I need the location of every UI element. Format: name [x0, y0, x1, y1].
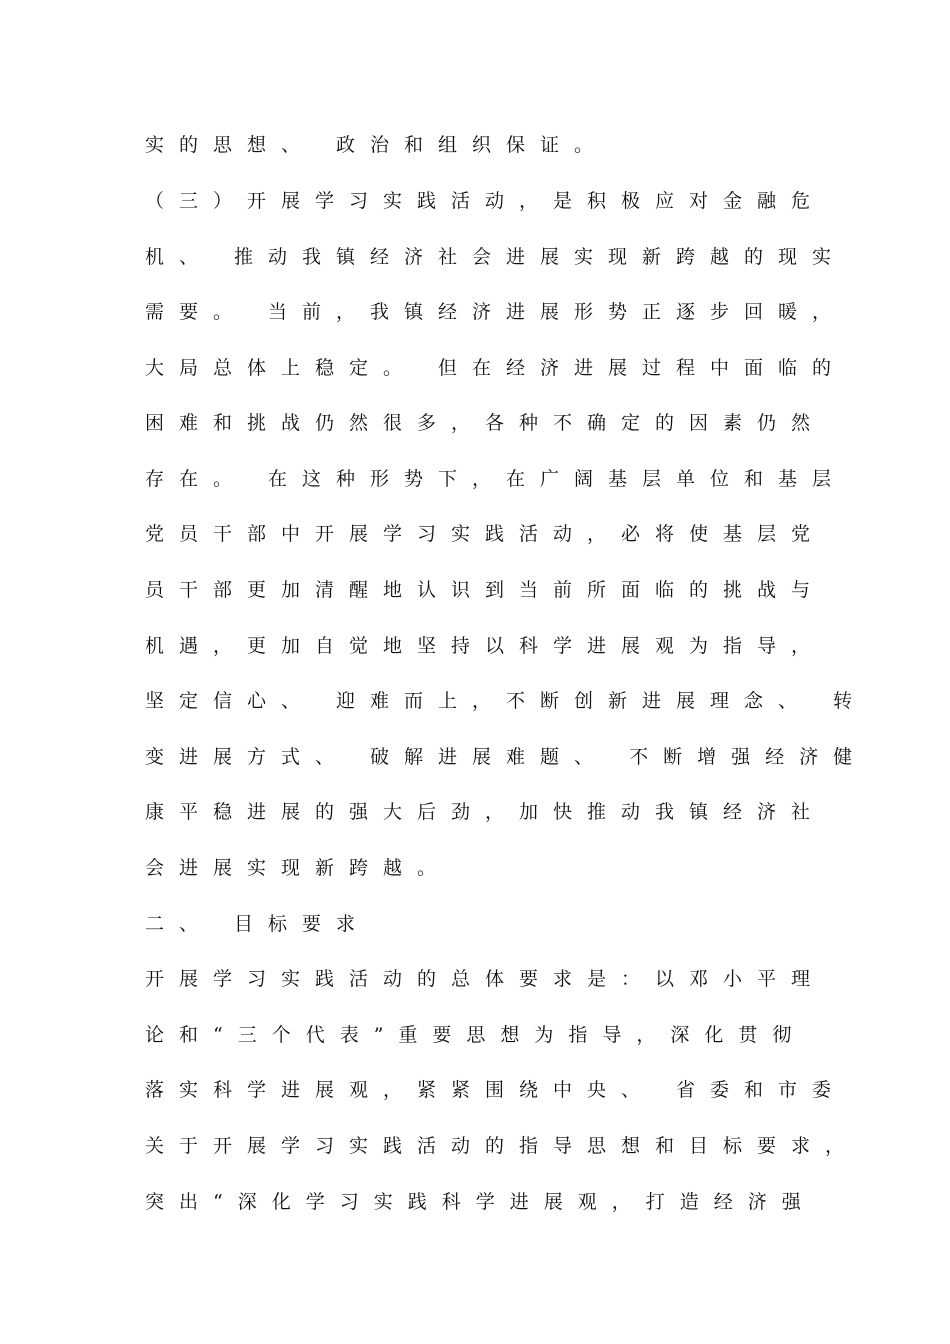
- body-text-line: 实的思想、 政治和组织保证。: [145, 134, 609, 156]
- body-text-line: 员干部更加清醒地认识到当前所面临的挑战与: [145, 579, 826, 601]
- section-heading: 二、 目标要求: [145, 913, 371, 935]
- body-text-line: 会进展实现新跨越。: [145, 857, 452, 879]
- body-text-line: （三）开展学习实践活动，是积极应对金融危: [145, 190, 826, 212]
- body-text-line: 党员干部中开展学习实践活动，必将使基层党: [145, 523, 826, 545]
- body-text-line: 机遇，更加自觉地坚持以科学进展观为指导，: [145, 635, 826, 657]
- body-text-line: 大局总体上稳定。 但在经济进展过程中面临的: [145, 357, 847, 379]
- body-text-line: 存在。 在这种形势下，在广阔基层单位和基层: [145, 468, 847, 490]
- body-text-line: 开展学习实践活动的总体要求是：以邓小平理: [145, 968, 826, 990]
- body-text-line: 论和“三个代表”重要思想为指导，深化贯彻: [145, 1024, 807, 1046]
- body-text-line: 康平稳进展的强大后劲，加快推动我镇经济社: [145, 801, 826, 823]
- body-text-line: 变进展方式、 破解进展难题、 不断增强经济健: [145, 746, 868, 768]
- body-text-line: 突出“深化学习实践科学进展观，打造经济强: [145, 1191, 816, 1213]
- body-text-line: 坚定信心、 迎难而上，不断创新进展理念、 转: [145, 690, 868, 712]
- body-text-line: 机、 推动我镇经济社会进展实现新跨越的现实: [145, 246, 847, 268]
- body-text-line: 关于开展学习实践活动的指导思想和目标要求，: [145, 1135, 860, 1157]
- body-text-line: 落实科学进展观，紧紧围绕中央、 省委和市委: [145, 1079, 847, 1101]
- body-text-line: 困难和挑战仍然很多，各种不确定的因素仍然: [145, 412, 826, 434]
- body-text-line: 需要。 当前，我镇经济进展形势正逐步回暖，: [145, 301, 847, 323]
